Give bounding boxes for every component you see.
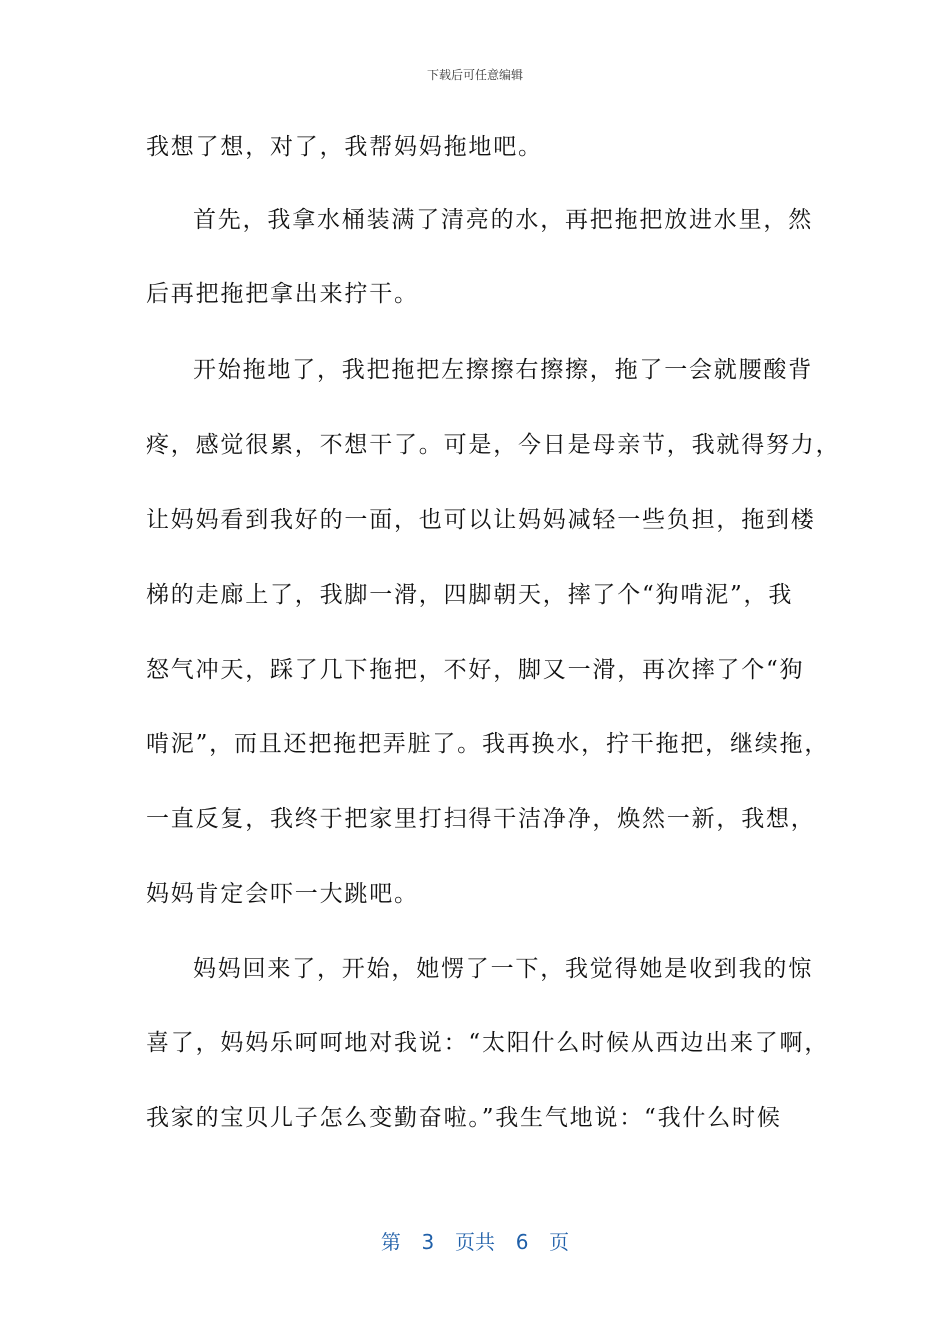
paragraph-first-line: 开始拖地了，我把拖把左擦擦右擦擦，拖了一会就腰酸背 <box>193 357 813 383</box>
text-line: 喜了，妈妈乐呵呵地对我说：“太阳什么时候从西边出来了啊， <box>146 1030 830 1056</box>
paragraph-first-line: 妈妈回来了，开始，她愣了一下，我觉得她是收到我的惊 <box>193 956 813 982</box>
paragraph-first-line: 首先，我拿水桶装满了清亮的水，再把拖把放进水里，然 <box>193 207 813 233</box>
text-line: 怒气冲天，踩了几下拖把，不好，脚又一滑，再次摔了个“狗 <box>146 657 805 683</box>
page-footer <box>0 1226 950 1255</box>
text-line: 梯的走廊上了，我脚一滑，四脚朝天，摔了个“狗啃泥”，我 <box>146 582 794 608</box>
text-line: 妈妈肯定会吓一大跳吧。 <box>146 881 419 907</box>
header-note: 下载后可任意编辑 <box>426 68 523 82</box>
text-line: 啃泥”，而且还把拖把弄脏了。我再换水，拧干拖把，继续拖， <box>146 731 830 757</box>
page-number-label: 第 3 页共 6 页 <box>380 1230 570 1254</box>
text-line: 后再把拖把拿出来拧干。 <box>146 281 419 307</box>
text-line: 我想了想，对了，我帮妈妈拖地吧。 <box>146 134 543 160</box>
text-line: 我家的宝贝儿子怎么变勤奋啦。”我生气地说：“我什么时候 <box>146 1105 782 1131</box>
text-line: 一直反复，我终于把家里打扫得干洁净净，焕然一新，我想， <box>146 806 816 832</box>
text-line: 让妈妈看到我好的一面，也可以让妈妈减轻一些负担，拖到楼 <box>146 507 816 533</box>
text-line: 疼，感觉很累，不想干了。可是，今日是母亲节，我就得努力， <box>146 432 841 458</box>
